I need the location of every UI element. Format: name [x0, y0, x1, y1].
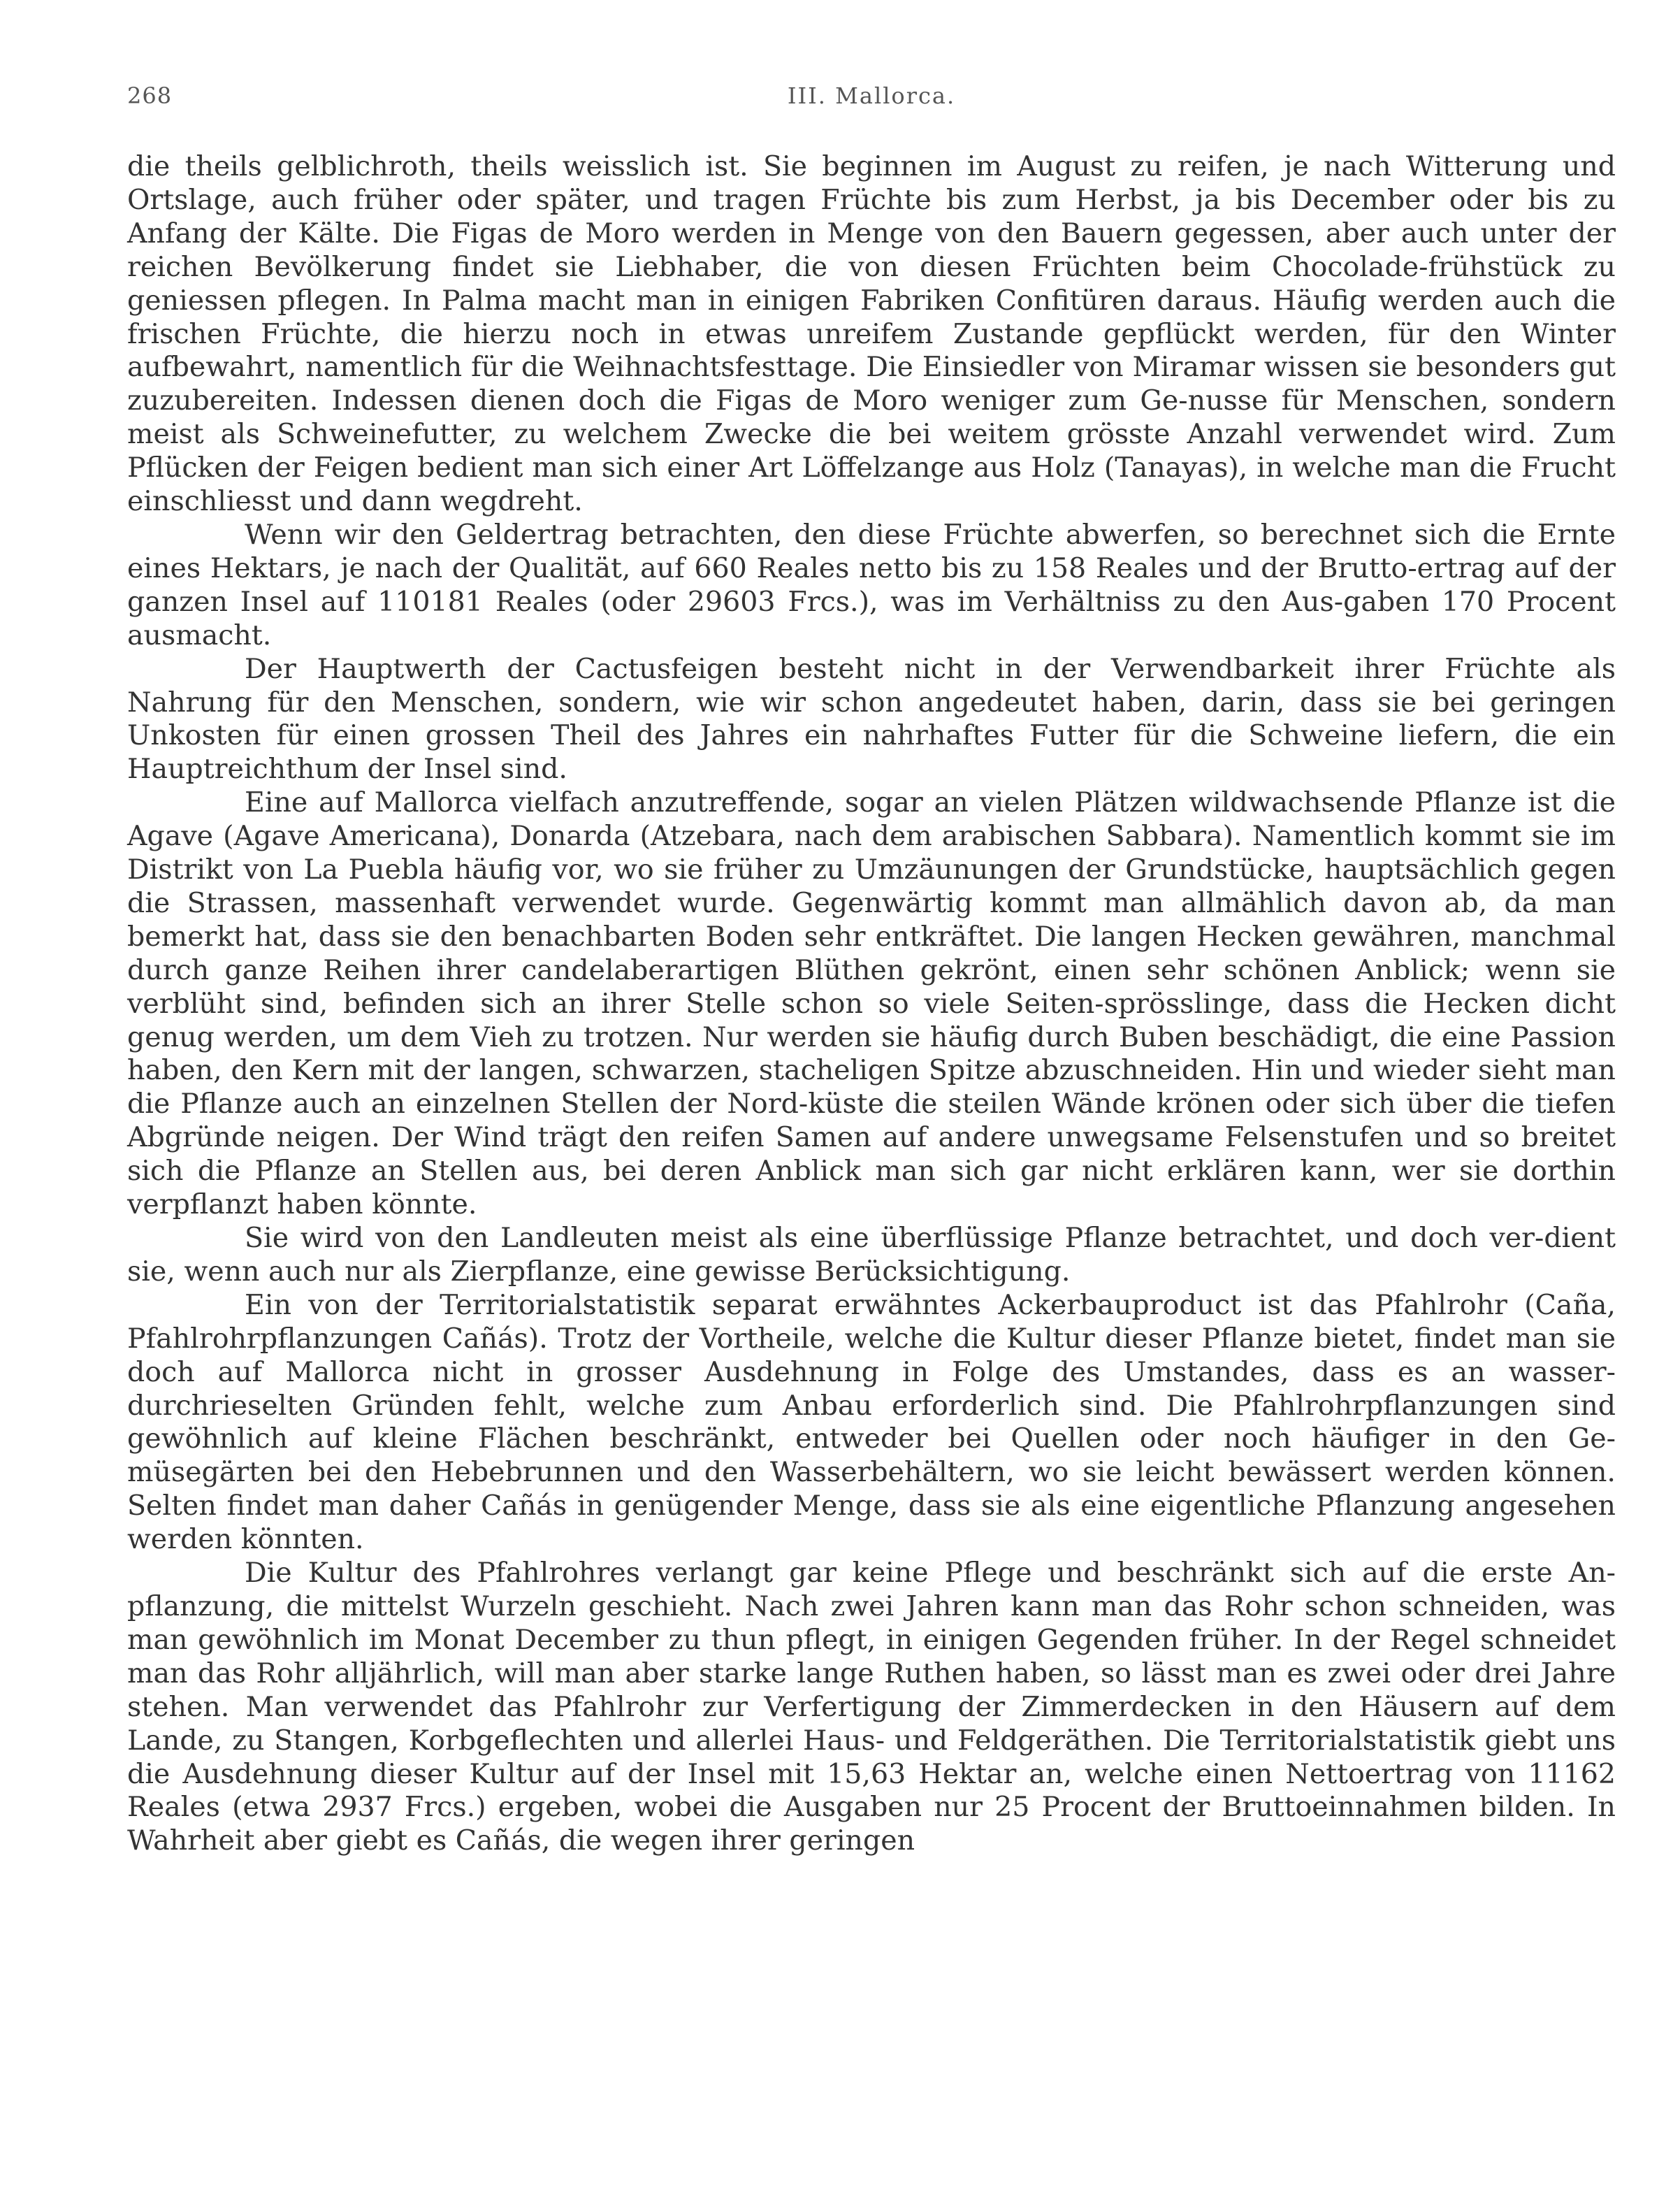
paragraph-pfahlrohr: Ein von der Territorialstatistik separat erwähntes Ackerbauproduct ist das Pfahlrohr (Caña, Pfahlrohrpflanzungen Cañás). Trotz der Vortheile, welche die Kultur dieser Pflanze bietet, findet man sie doch auf Mallorca nicht in grosser Ausdehnung in Folge des Umstandes, dass es an wasser-durchrieselten Gründen fehlt, welche zum Anbau erforderlich sind. Die Pfahlrohrpflanzungen sind gewöhnlich auf kleine Flächen beschränkt, entweder bei Quellen oder noch häufiger in den Ge-müsegärten bei den Hebebrunnen und den Wasserbehältern, wo sie leicht bewässert werden können. Selten findet man daher Cañás in genügender Menge, dass sie als eine eigentliche Pflanzung angesehen werden könnten. — [127, 1288, 1616, 1556]
paragraph-figas-de-moro: die theils gelblichroth, theils weisslich ist. Sie beginnen im August zu reifen, je nach Witterung und Ortslage, auch früher oder später, und tragen Früchte bis zum Herbst, ja bis December oder bis zu Anfang der Kälte. Die Figas de Moro werden in Menge von den Bauern gegessen, aber auch unter der reichen Bevölkerung findet sie Liebhaber, die von diesen Früchten beim Chocolade-frühstück zu geniessen pflegen. In Palma macht man in einigen Fabriken Confitüren daraus. Häufig werden auch die frischen Früchte, die hierzu noch in etwas unreifem Zustande gepflückt werden, für den Winter aufbewahrt, namentlich für die Weihnachtsfesttage. Die Einsiedler von Miramar wissen sie besonders gut zuzubereiten. Indessen dienen doch die Figas de Moro weniger zum Ge-nusse für Menschen, sondern meist als Schweinefutter, zu welchem Zwecke die bei weitem grösste Anzahl verwendet wird. Zum Pflücken der Feigen bedient man sich einer Art Löffelzange aus Holz (Tanayas), in welche man die Frucht einschliesst und dann wegdreht. — [127, 150, 1616, 518]
page-number: 268 — [127, 82, 173, 109]
paragraph-geldertrag: Wenn wir den Geldertrag betrachten, den diese Früchte abwerfen, so berechnet sich die Ernte eines Hektars, je nach der Qualität, auf 660 Reales netto bis zu 158 Reales und der Brutto-ertrag auf der ganzen Insel auf 110181 Reales (oder 29603 Frcs.), was im Verhältniss zu den Aus-gaben 170 Procent ausmacht. — [127, 518, 1616, 651]
running-title: III. Mallorca. — [787, 82, 956, 109]
page-header — [127, 82, 1616, 124]
paragraph-kultur-pfahlrohres: Die Kultur des Pfahlrohres verlangt gar keine Pflege und beschränkt sich auf die erste An-pflanzung, die mittelst Wurzeln geschieht. Nach zwei Jahren kann man das Rohr schon schneiden, was man gewöhnlich im Monat December zu thun pflegt, in einigen Gegenden früher. In der Regel schneidet man das Rohr alljährlich, will man aber starke lange Ruthen haben, so lässt man es zwei oder drei Jahre stehen. Man verwendet das Pfahlrohr zur Verfertigung der Zimmerdecken in den Häusern auf dem Lande, zu Stangen, Korbgeflechten und allerlei Haus- und Feldgeräthen. Die Territorialstatistik giebt uns die Ausdehnung dieser Kultur auf der Insel mit 15,63 Hektar an, welche einen Nettoertrag von 11162 Reales (etwa 2937 Frcs.) ergeben, wobei die Ausgaben nur 25 Procent der Bruttoeinnahmen bilden. In Wahrheit aber giebt es Cañás, die wegen ihrer geringen — [127, 1557, 1616, 1857]
paragraph-landleute: Sie wird von den Landleuten meist als eine überflüssige Pflanze betrachtet, und doch ver-dient sie, wenn auch nur als Zierpflanze, eine gewisse Berücksichtigung. — [127, 1222, 1616, 1288]
body-text — [127, 150, 1616, 1858]
paragraph-hauptwerth: Der Hauptwerth der Cactusfeigen besteht nicht in der Verwendbarkeit ihrer Früchte als Nahrung für den Menschen, sondern, wie wir schon angedeutet haben, darin, dass sie bei geringen Unkosten für einen grossen Theil des Jahres ein nahrhaftes Futter für die Schweine liefern, die ein Hauptreichthum der Insel sind. — [127, 652, 1616, 786]
paragraph-agave: Eine auf Mallorca vielfach anzutreffende, sogar an vielen Plätzen wildwachsende Pflanze ist die Agave (Agave Americana), Donarda (Atzebara, nach dem arabischen Sabbara). Namentlich kommt sie im Distrikt von La Puebla häufig vor, wo sie früher zu Umzäunungen der Grundstücke, hauptsächlich gegen die Strassen, massenhaft verwendet wurde. Gegenwärtig kommt man allmählich davon ab, da man bemerkt hat, dass sie den benachbarten Boden sehr entkräftet. Die langen Hecken gewähren, manchmal durch ganze Reihen ihrer candelaberartigen Blüthen gekrönt, einen sehr schönen Anblick; wenn sie verblüht sind, befinden sich an ihrer Stelle schon so viele Seiten-sprösslinge, dass die Hecken dicht genug werden, um dem Vieh zu trotzen. Nur werden sie häufig durch Buben beschädigt, die eine Passion haben, den Kern mit der langen, schwarzen, stacheligen Spitze abzuschneiden. Hin und wieder sieht man die Pflanze auch an einzelnen Stellen der Nord-küste die steilen Wände krönen oder sich über die tiefen Abgründe neigen. Der Wind trägt den reifen Samen auf andere unwegsame Felsenstufen und so breitet sich die Pflanze an Stellen aus, bei deren Anblick man sich gar nicht erklären kann, wer sie dorthin verpflanzt haben könnte. — [127, 786, 1616, 1221]
